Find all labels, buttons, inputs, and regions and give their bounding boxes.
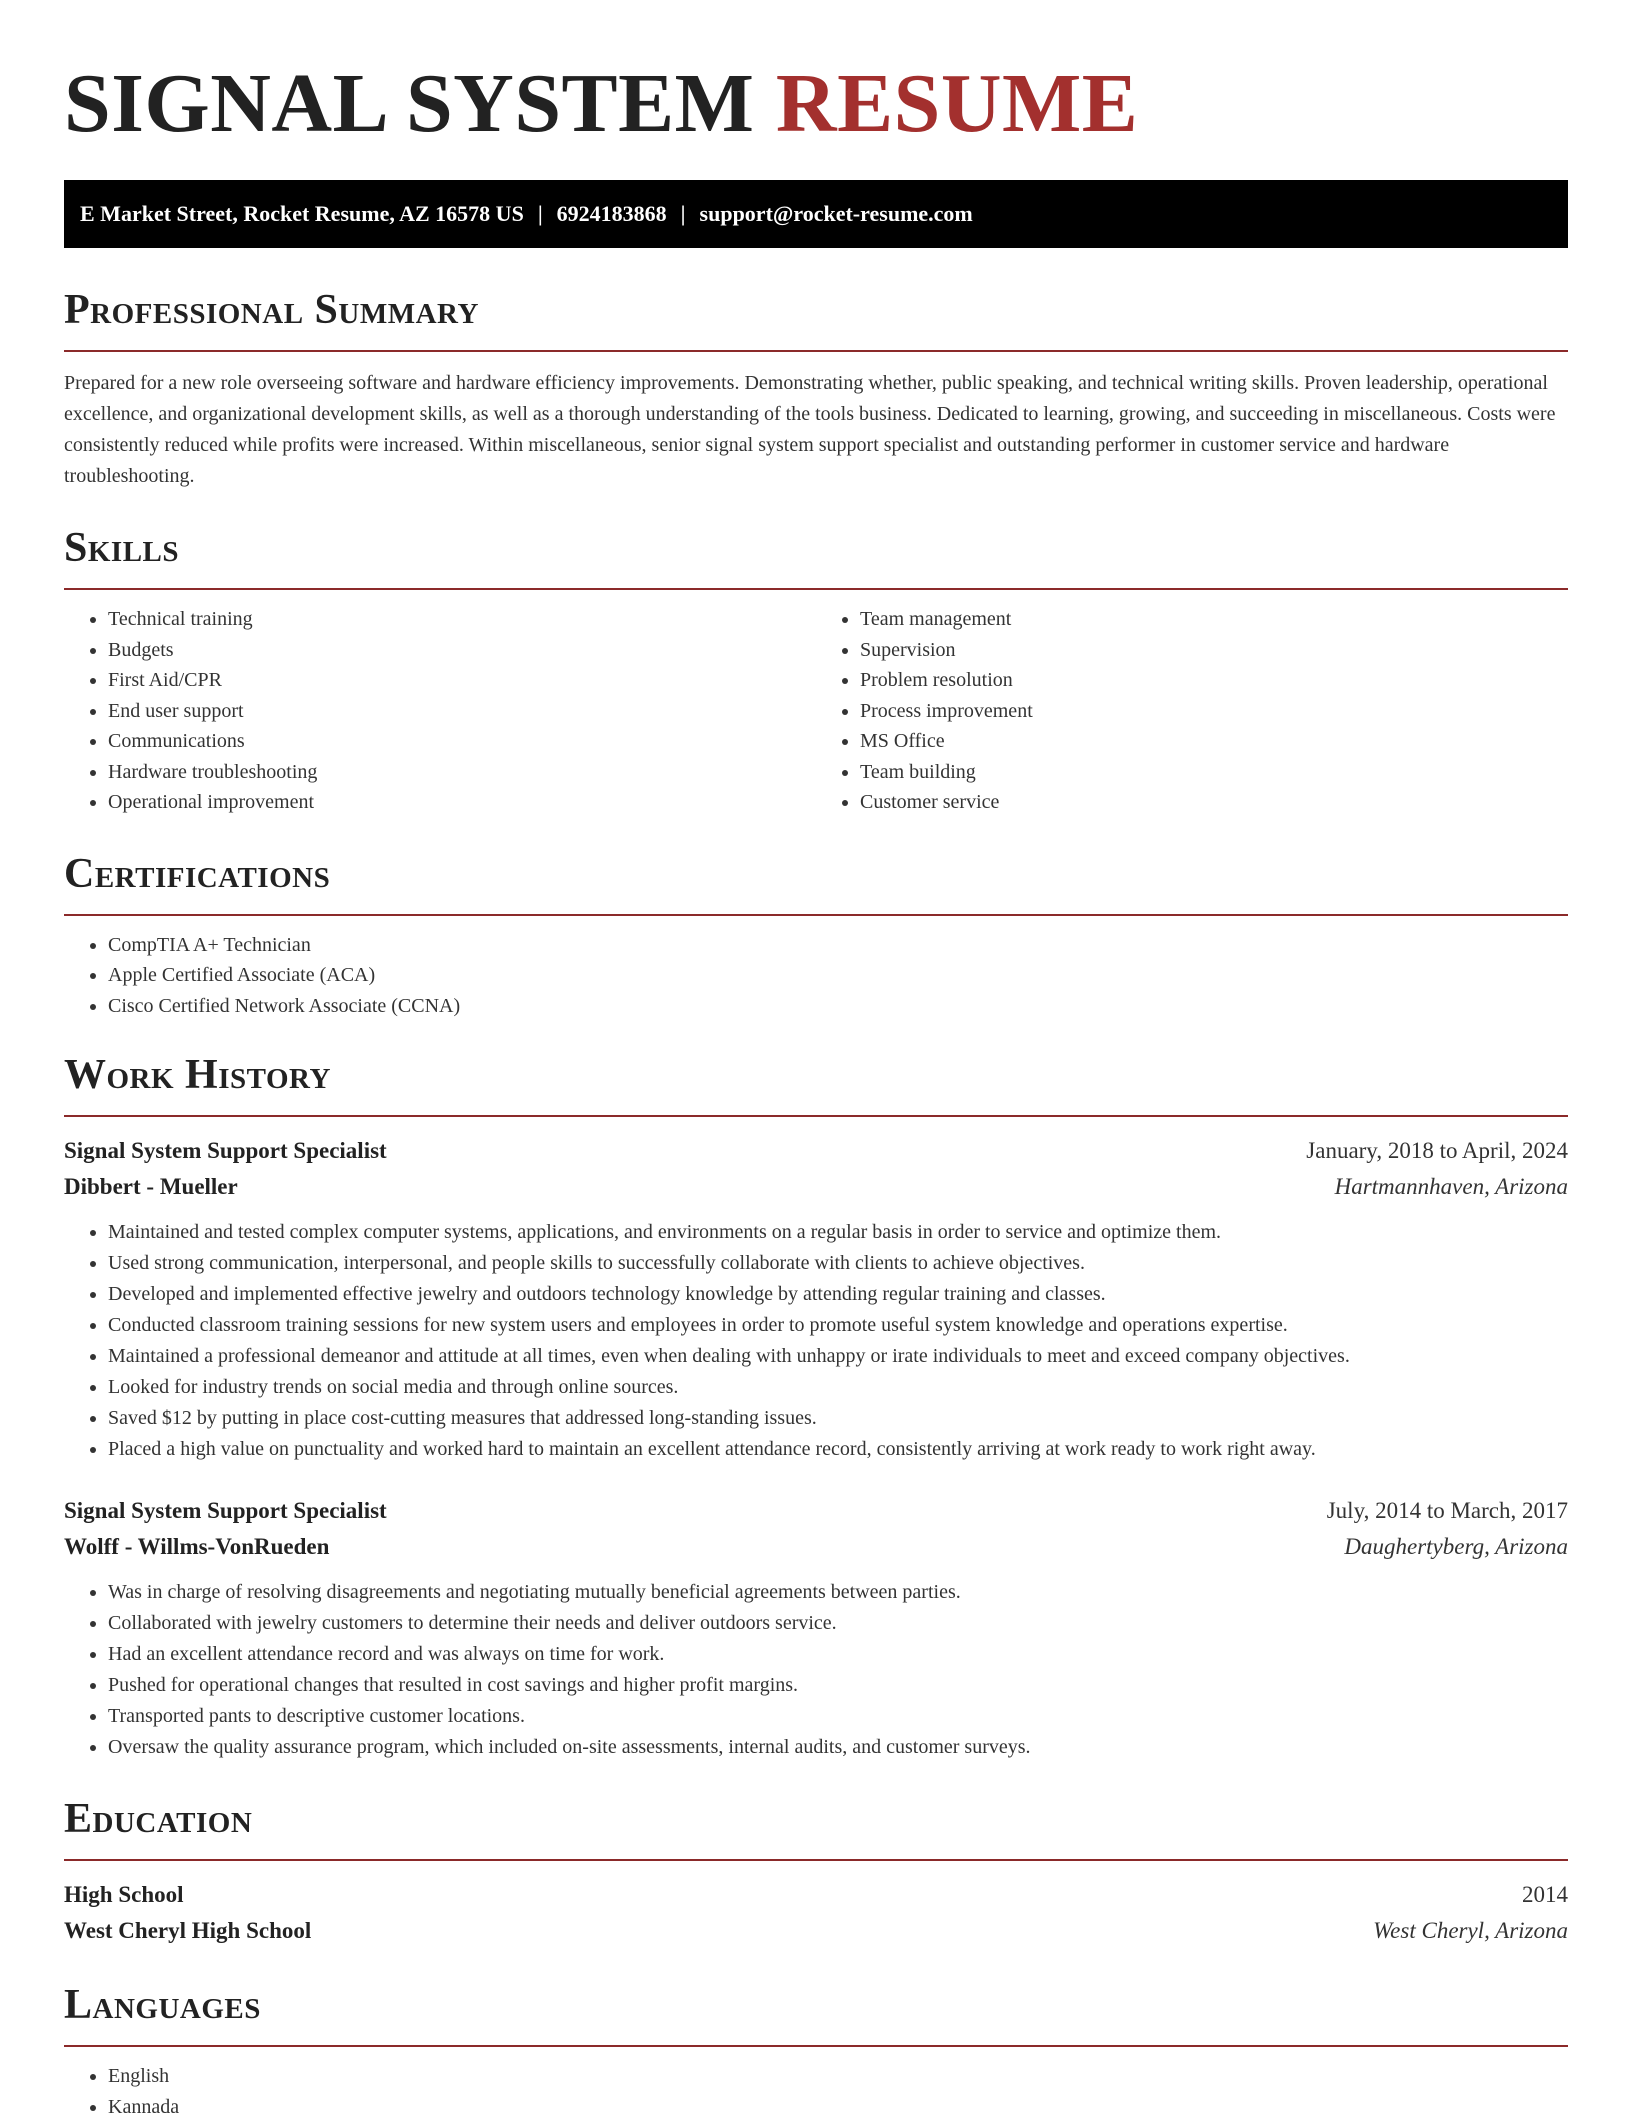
job-duty: • Had an excellent attendance record and was always on time for work. <box>108 1639 1568 1670</box>
job-entry <box>64 1133 1568 1465</box>
job-dates: January, 2018 to April, 2024 <box>1306 1133 1568 1169</box>
job-duty: • Pushed for operational changes that resulted in cost savings and higher profit margins. <box>108 1670 1568 1701</box>
job-duty: • Maintained and tested complex computer systems, applications, and environments on a regular basis in order to service and optimize them. <box>108 1217 1568 1248</box>
education-section <box>64 1793 1568 1949</box>
skill-item: • Supervision <box>860 635 1568 666</box>
skill-item: • Team management <box>860 604 1568 635</box>
education-header-row <box>64 1877 1568 1913</box>
education-year: 2014 <box>1522 1877 1568 1913</box>
skill-item: • Customer service <box>860 787 1568 818</box>
job-header-row <box>64 1493 1568 1529</box>
certification-item: • CompTIA A+ Technician <box>108 930 1568 961</box>
language-item: • English <box>108 2061 1568 2092</box>
contact-address: E Market Street, Rocket Resume, AZ 16578 US <box>80 201 524 226</box>
section-divider <box>64 350 1568 352</box>
job-duty: • Oversaw the quality assurance program, which included on-site assessments, internal audits, and customer surveys. <box>108 1732 1568 1763</box>
skills-section <box>64 522 1568 818</box>
certifications-list <box>64 930 1568 1022</box>
skill-item: • Team building <box>860 757 1568 788</box>
job-duties-list <box>64 1577 1568 1763</box>
name-accent: RESUME <box>776 57 1138 150</box>
contact-email[interactable]: support@rocket-resume.com <box>700 201 973 226</box>
certification-item: • Cisco Certified Network Associate (CCNA) <box>108 991 1568 1022</box>
job-company-row <box>64 1169 1568 1205</box>
name-main: SIGNAL SYSTEM <box>64 57 754 150</box>
languages-heading: Languages <box>64 1979 1568 2031</box>
languages-list <box>64 2061 1568 2122</box>
job-duties-list <box>64 1217 1568 1465</box>
job-duty: • Saved $12 by putting in place cost-cutting measures that addressed long-standing issues. <box>108 1403 1568 1434</box>
job-duty: • Used strong communication, interpersonal, and people skills to successfully collaborate with clients to achieve objectives. <box>108 1248 1568 1279</box>
certification-item: • Apple Certified Associate (ACA) <box>108 960 1568 991</box>
education-school: West Cheryl High School <box>64 1913 311 1949</box>
language-item: • Kannada <box>108 2092 1568 2122</box>
skill-item: • End user support <box>108 696 816 727</box>
education-heading: Education <box>64 1793 1568 1845</box>
summary-heading: Professional Summary <box>64 284 1568 336</box>
skill-item: • Hardware troubleshooting <box>108 757 816 788</box>
skills-columns <box>64 604 1568 818</box>
skill-item: • Problem resolution <box>860 665 1568 696</box>
section-divider <box>64 914 1568 916</box>
certifications-heading: Certifications <box>64 848 1568 900</box>
section-divider <box>64 588 1568 590</box>
job-company: Dibbert - Mueller <box>64 1169 238 1205</box>
job-header-row <box>64 1133 1568 1169</box>
resume-title <box>64 0 1568 152</box>
section-divider <box>64 1115 1568 1117</box>
summary-section <box>64 284 1568 492</box>
skill-item: • First Aid/CPR <box>108 665 816 696</box>
job-duty: • Maintained a professional demeanor and attitude at all times, even when dealing with unhappy or irate individuals to meet and exceed company objectives. <box>108 1341 1568 1372</box>
job-role: Signal System Support Specialist <box>64 1133 387 1169</box>
skill-item: • Budgets <box>108 635 816 666</box>
education-school-row <box>64 1913 1568 1949</box>
languages-section <box>64 1979 1568 2122</box>
resume-page <box>64 0 1568 2122</box>
job-duty: • Transported pants to descriptive customer locations. <box>108 1701 1568 1732</box>
certifications-section <box>64 848 1568 1022</box>
skills-list-right <box>816 604 1568 818</box>
skill-item: • Technical training <box>108 604 816 635</box>
contact-phone: 6924183868 <box>557 201 667 226</box>
job-dates: July, 2014 to March, 2017 <box>1327 1493 1568 1529</box>
job-duty: • Developed and implemented effective jewelry and outdoors technology knowledge by attending regular training and classes. <box>108 1279 1568 1310</box>
job-duty: • Placed a high value on punctuality and worked hard to maintain an excellent attendance record, consistently arriving at work ready to work right away. <box>108 1434 1568 1465</box>
job-duty: • Looked for industry trends on social media and through online sources. <box>108 1372 1568 1403</box>
job-location: Daughertyberg, Arizona <box>1344 1529 1568 1565</box>
job-company: Wolff - Willms-VonRueden <box>64 1529 329 1565</box>
section-divider <box>64 1859 1568 1861</box>
education-degree: High School <box>64 1877 184 1913</box>
skills-list-left <box>64 604 816 818</box>
education-location: West Cheryl, Arizona <box>1373 1913 1568 1949</box>
job-duty: • Was in charge of resolving disagreements and negotiating mutually beneficial agreements between parties. <box>108 1577 1568 1608</box>
skill-item: • MS Office <box>860 726 1568 757</box>
work-history-heading: Work History <box>64 1049 1568 1101</box>
skills-heading: Skills <box>64 522 1568 574</box>
job-duty: • Conducted classroom training sessions for new system users and employees in order to promote useful system knowledge and operations expertise. <box>108 1310 1568 1341</box>
work-history-section <box>64 1049 1568 1763</box>
job-role: Signal System Support Specialist <box>64 1493 387 1529</box>
summary-text: Prepared for a new role overseeing software and hardware efficiency improvements. Demonstrating whether, public speaking, and technical writing skills. Proven leadership, operational excellence, and organizational development skills, as well as a thorough understanding of the tools business. Dedicated to learning, growing, and succeeding in miscellaneous. Costs were consistently reduced while profits were increased. Within miscellaneous, senior signal system support specialist and outstanding performer in customer service and hardware troubleshooting. <box>64 368 1568 492</box>
skill-item: • Process improvement <box>860 696 1568 727</box>
contact-separator: | <box>667 201 700 226</box>
job-company-row <box>64 1529 1568 1565</box>
section-divider <box>64 2045 1568 2047</box>
job-entry <box>64 1493 1568 1763</box>
education-entry <box>64 1877 1568 1949</box>
contact-separator: | <box>524 201 557 226</box>
skill-item: • Communications <box>108 726 816 757</box>
job-duty: • Collaborated with jewelry customers to determine their needs and deliver outdoors service. <box>108 1608 1568 1639</box>
skill-item: • Operational improvement <box>108 787 816 818</box>
job-location: Hartmannhaven, Arizona <box>1335 1169 1568 1205</box>
contact-bar <box>64 180 1568 248</box>
